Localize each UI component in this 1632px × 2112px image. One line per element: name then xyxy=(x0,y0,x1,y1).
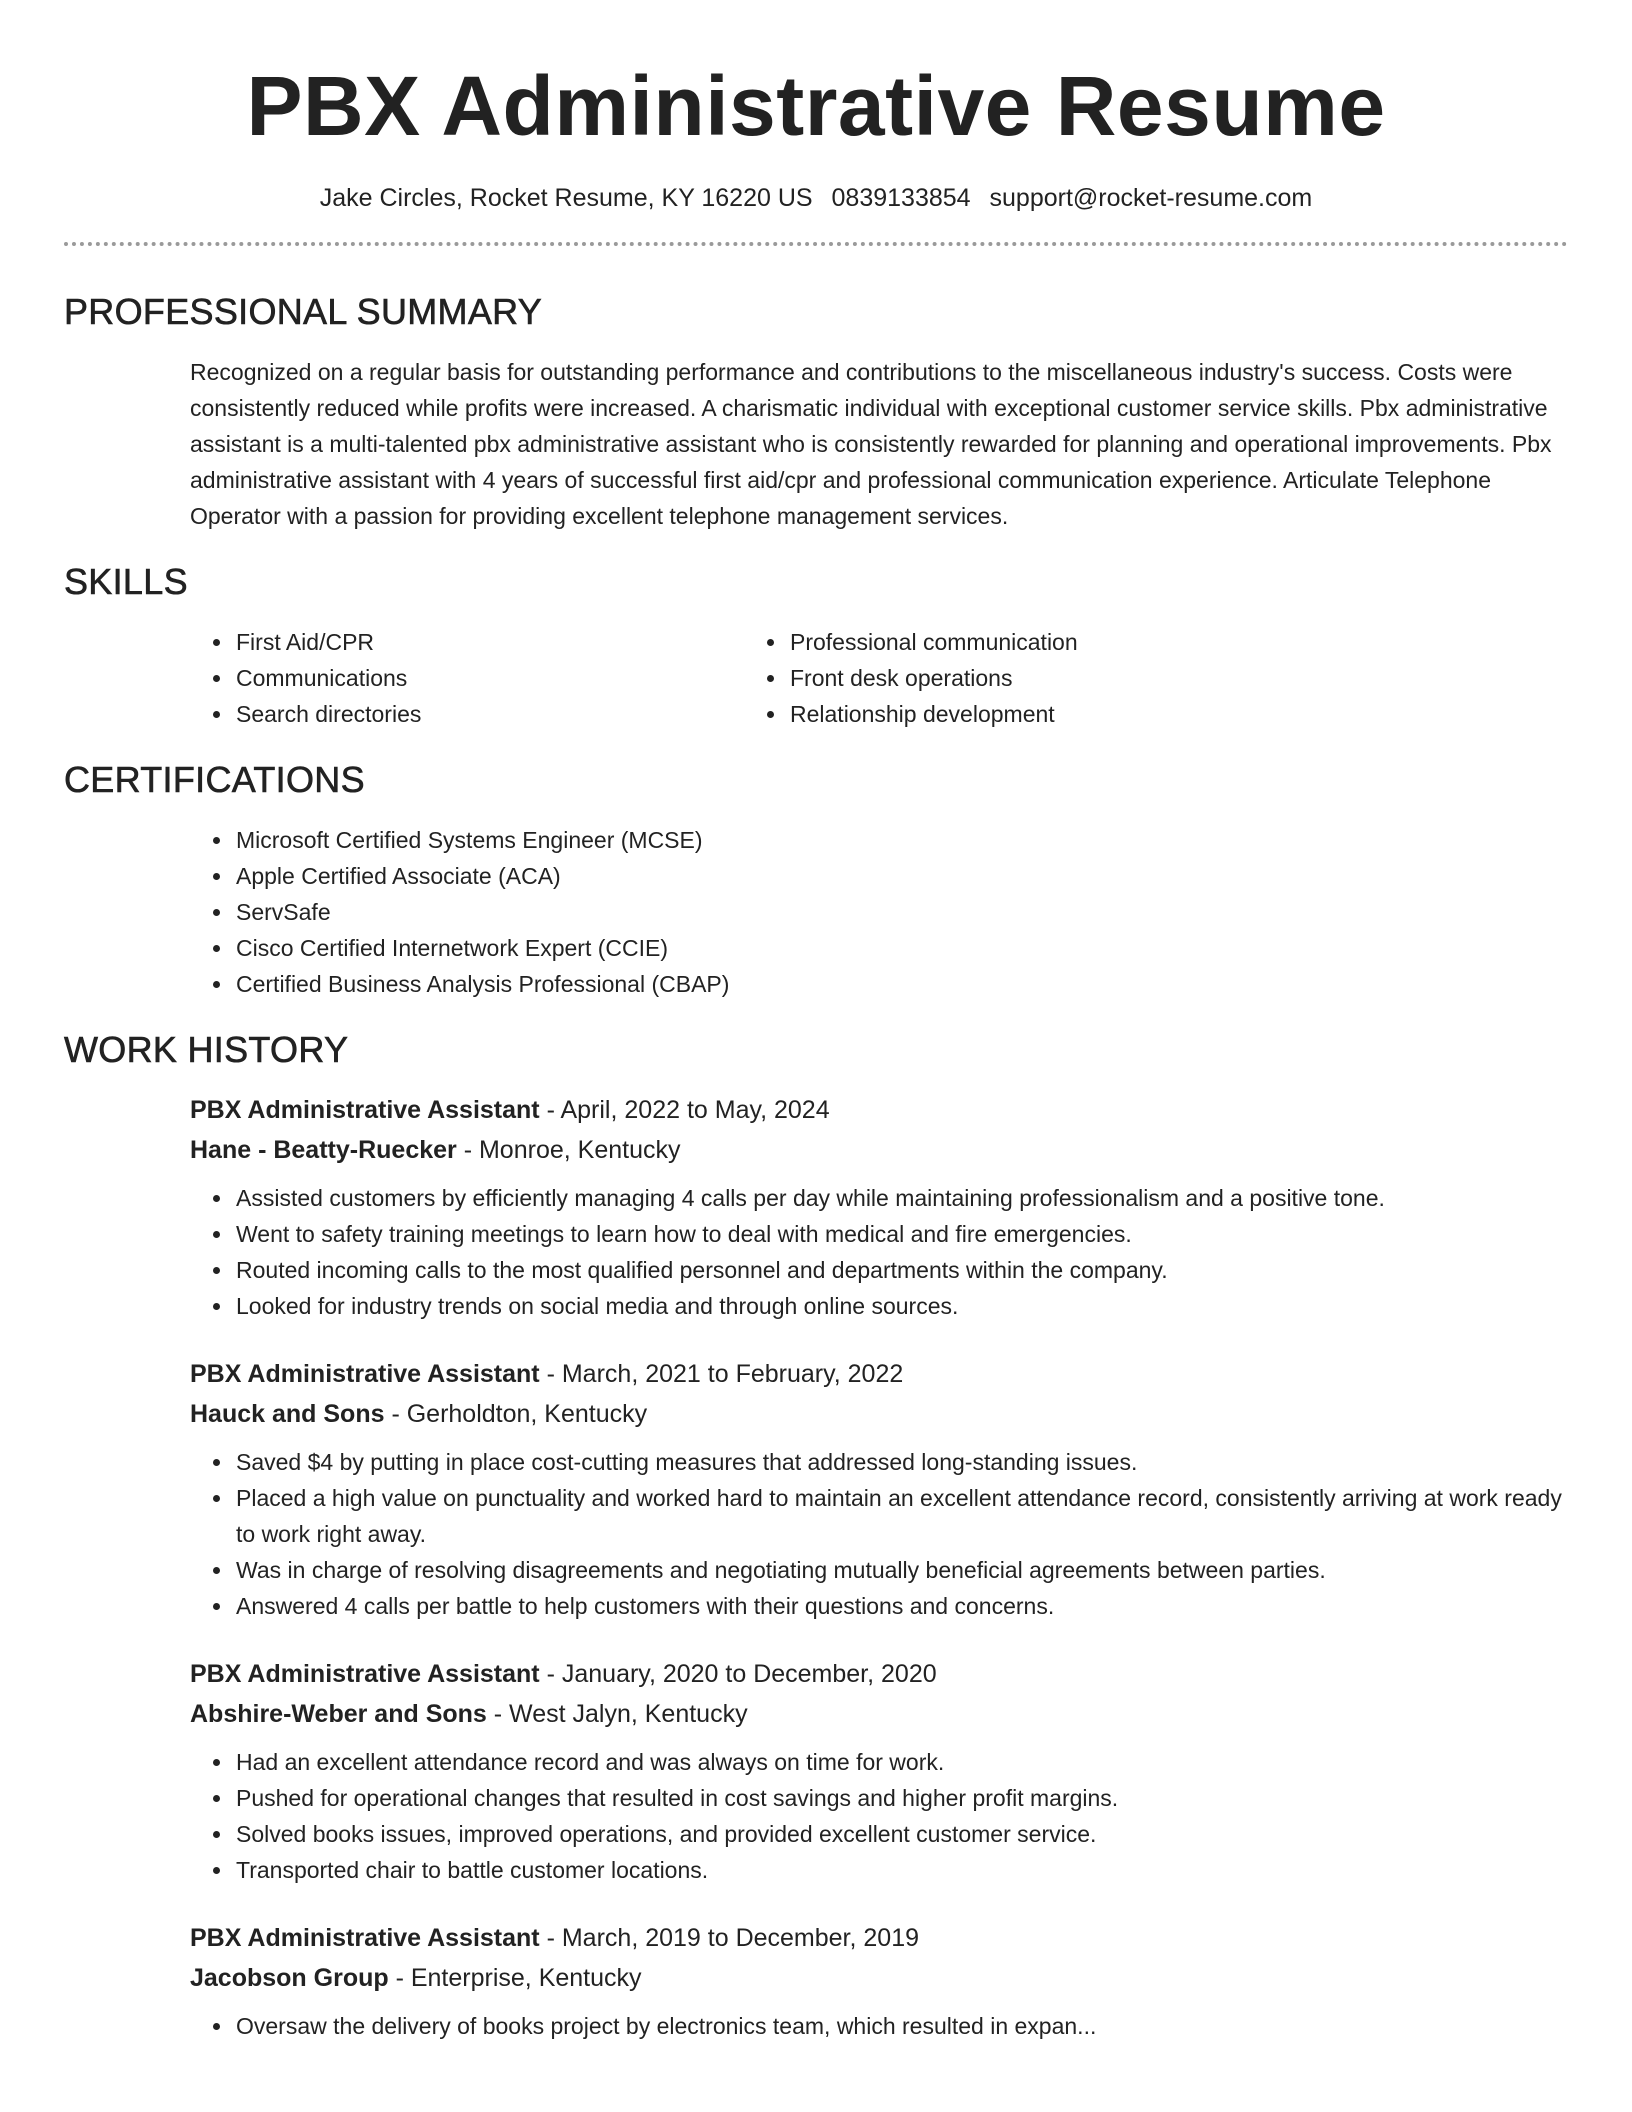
contact-phone: 0839133854 xyxy=(831,184,971,212)
job-title: PBX Administrative Assistant xyxy=(190,1096,540,1124)
job-company-line xyxy=(190,1958,1568,1998)
certification-item: • Certified Business Analysis Professional (CBAP) xyxy=(234,966,1568,1002)
job-bullet: • Transported chair to battle customer locations. xyxy=(234,1852,1568,1888)
job-company: Jacobson Group xyxy=(190,1964,389,1992)
job-company: Abshire-Weber and Sons xyxy=(190,1700,487,1728)
job-company-line xyxy=(190,1394,1568,1434)
certifications-list xyxy=(64,822,1568,1002)
job-bullet: • Answered 4 calls per battle to help customers with their questions and concerns. xyxy=(234,1588,1568,1624)
job-title: PBX Administrative Assistant xyxy=(190,1360,540,1388)
certifications-heading: CERTIFICATIONS xyxy=(64,759,365,800)
job-bullet: • Pushed for operational changes that resulted in cost savings and higher profit margins. xyxy=(234,1780,1568,1816)
job-location: - Gerholdton, Kentucky xyxy=(384,1400,648,1428)
job-bullets xyxy=(190,1744,1568,1888)
job-dates: - January, 2020 to December, 2020 xyxy=(539,1660,937,1688)
job-bullets xyxy=(190,1444,1568,1624)
skill-item: • Communications xyxy=(234,660,744,696)
skill-item: • Professional communication xyxy=(788,624,1424,660)
job-title: PBX Administrative Assistant xyxy=(190,1660,540,1688)
job-title-line xyxy=(190,1354,1568,1394)
job-title-line xyxy=(190,1918,1568,1958)
job-company-line xyxy=(190,1130,1568,1170)
skills-column-left xyxy=(64,624,744,732)
certification-item: • Apple Certified Associate (ACA) xyxy=(234,858,1568,894)
job-bullet: • Placed a high value on punctuality and worked hard to maintain an excellent attendance record, consistently arriving at work ready to work right away. xyxy=(234,1480,1568,1552)
job-location: - Enterprise, Kentucky xyxy=(388,1964,642,1992)
job-dates: - March, 2019 to December, 2019 xyxy=(539,1924,920,1952)
job-company-line xyxy=(190,1694,1568,1734)
skill-item: • First Aid/CPR xyxy=(234,624,744,660)
job-company: Hane - Beatty-Ruecker xyxy=(190,1136,457,1164)
job-bullet: • Saved $4 by putting in place cost-cutting measures that addressed long-standing issues. xyxy=(234,1444,1568,1480)
job-bullets xyxy=(190,1180,1568,1324)
job-bullet: • Solved books issues, improved operations, and provided excellent customer service. xyxy=(234,1816,1568,1852)
job-bullet: • Had an excellent attendance record and was always on time for work. xyxy=(234,1744,1568,1780)
contact-email: support@rocket-resume.com xyxy=(989,184,1313,212)
job-title-line xyxy=(190,1654,1568,1694)
job-dates: - April, 2022 to May, 2024 xyxy=(539,1096,830,1124)
job-location: - West Jalyn, Kentucky xyxy=(486,1700,748,1728)
job-bullet: • Routed incoming calls to the most qualified personnel and departments within the company. xyxy=(234,1252,1568,1288)
certification-item: • ServSafe xyxy=(234,894,1568,930)
skills-heading: SKILLS xyxy=(64,561,188,602)
job-entry xyxy=(190,1090,1568,1324)
job-title: PBX Administrative Assistant xyxy=(190,1924,540,1952)
job-location: - Monroe, Kentucky xyxy=(456,1136,681,1164)
job-bullet: • Was in charge of resolving disagreements and negotiating mutually beneficial agreements between parties. xyxy=(234,1552,1568,1588)
job-entry xyxy=(190,1918,1568,2044)
contact-line xyxy=(64,182,1568,214)
summary-heading: PROFESSIONAL SUMMARY xyxy=(64,291,543,332)
job-bullet: • Looked for industry trends on social media and through online sources. xyxy=(234,1288,1568,1324)
skill-item: • Search directories xyxy=(234,696,744,732)
job-dates: - March, 2021 to February, 2022 xyxy=(539,1360,904,1388)
certification-item: • Microsoft Certified Systems Engineer (MCSE) xyxy=(234,822,1568,858)
skills-column-right xyxy=(744,624,1424,732)
skill-item: • Front desk operations xyxy=(788,660,1424,696)
skill-item: • Relationship development xyxy=(788,696,1424,732)
skills-list xyxy=(64,624,1568,732)
job-bullet: • Assisted customers by efficiently managing 4 calls per day while maintaining professionalism and a positive tone. xyxy=(234,1180,1568,1216)
job-entry xyxy=(190,1654,1568,1888)
job-bullet: • Oversaw the delivery of books project by electronics team, which resulted in expan... xyxy=(234,2008,1568,2044)
certification-item: • Cisco Certified Internetwork Expert (CCIE) xyxy=(234,930,1568,966)
header-divider xyxy=(64,242,1568,246)
job-company: Hauck and Sons xyxy=(190,1400,385,1428)
work-history-heading: WORK HISTORY xyxy=(64,1029,349,1070)
job-bullets xyxy=(190,2008,1568,2044)
page-title: PBX Administrative Resume xyxy=(246,59,1386,153)
job-bullet: • Went to safety training meetings to learn how to deal with medical and fire emergencies. xyxy=(234,1216,1568,1252)
work-history-list xyxy=(64,1090,1568,2044)
job-title-line xyxy=(190,1090,1568,1130)
contact-address: Jake Circles, Rocket Resume, KY 16220 US xyxy=(319,184,813,212)
job-entry xyxy=(190,1354,1568,1624)
summary-text: Recognized on a regular basis for outstanding performance and contributions to the miscellaneous industry's success. Costs were consistently reduced while profits were increased. A charismatic individual with exceptional customer service skills. Pbx administrative assistant is a multi-talented pbx administrative assistant who is consistently rewarded for planning and operational improvements. Pbx administrative assistant with 4 years of successful first aid/cpr and professional communication experience. Articulate Telephone Operator with a passion for providing excellent telephone management services. xyxy=(190,359,1552,529)
